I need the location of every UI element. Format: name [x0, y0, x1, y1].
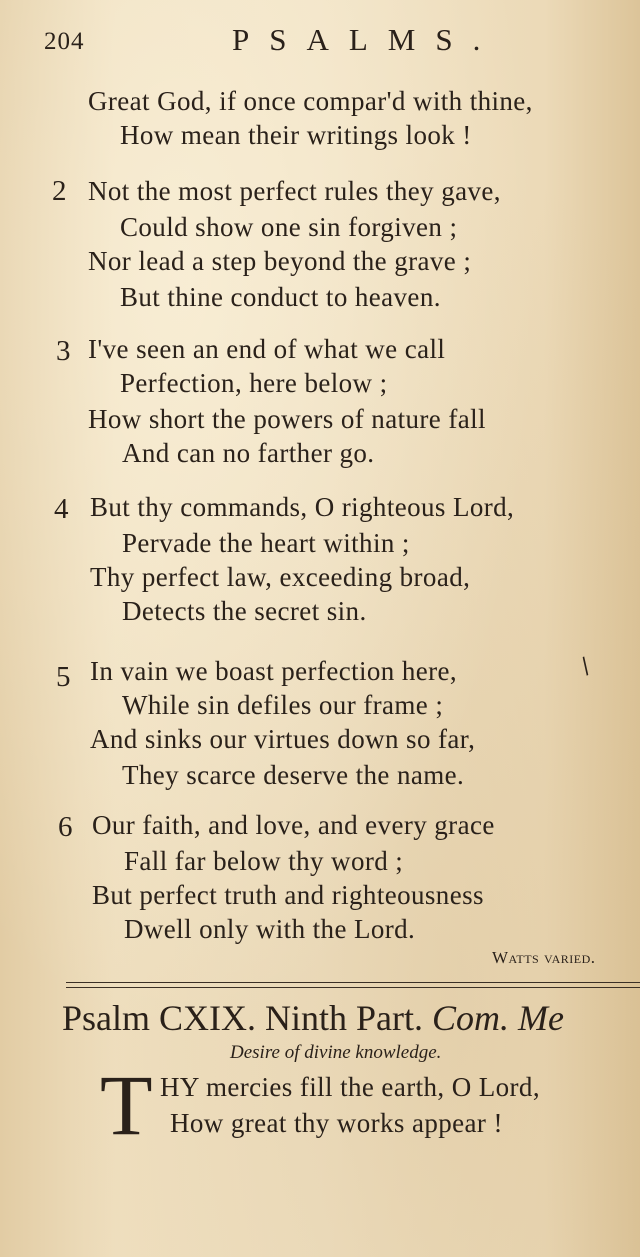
verse-line: Our faith, and love, and every grace	[92, 810, 495, 840]
verse-line: While sin defiles our frame ;	[122, 690, 444, 720]
verse-line: Fall far below thy word ;	[124, 846, 404, 876]
verse-line: Could show one sin forgiven ;	[120, 212, 458, 242]
stanza-number: 5	[56, 661, 71, 693]
verse-line: Thy perfect law, exceeding broad,	[90, 562, 471, 592]
verse-line: But perfect truth and righteousness	[92, 880, 484, 910]
stanza-number: 2	[52, 175, 67, 207]
verse-line: How short the powers of nature fall	[88, 404, 486, 434]
verse-line: I've seen an end of what we call	[88, 334, 446, 364]
verse-line: Perfection, here below ;	[120, 368, 388, 398]
margin-mark: /	[576, 653, 596, 680]
verse-line: But thine conduct to heaven.	[120, 282, 441, 312]
verse-line: And can no farther go.	[122, 438, 375, 468]
verse-line: Nor lead a step beyond the grave ;	[88, 246, 472, 276]
running-head: PSALMS.	[232, 22, 501, 57]
stanza-number: 6	[58, 811, 73, 843]
verse-line: Great God, if once compar'd with thine,	[88, 86, 533, 116]
stanza-number: 3	[56, 335, 71, 367]
verse-line: Pervade the heart within ;	[122, 528, 410, 558]
drop-cap: T	[100, 1057, 153, 1153]
psalm-heading	[62, 996, 564, 1040]
verse-line: Dwell only with the Lord.	[124, 914, 416, 944]
verse-line: How mean their writings look !	[120, 120, 472, 150]
psalm-meter: Com. Me	[432, 998, 564, 1038]
verse-line: Not the most perfect rules they gave,	[88, 176, 501, 206]
divider-rule	[66, 987, 640, 988]
verse-line: Detects the secret sin.	[122, 596, 367, 626]
page-number: 204	[44, 28, 85, 55]
verse-line: HY mercies fill the earth, O Lord,	[160, 1072, 540, 1102]
verse-line: How great thy works appear !	[170, 1108, 503, 1138]
psalm-title: Psalm CXIX. Ninth Part.	[62, 998, 424, 1038]
divider-rule	[66, 982, 640, 983]
stanza-number: 4	[54, 493, 69, 525]
verse-line: In vain we boast perfection here,	[90, 656, 458, 686]
verse-line: And sinks our virtues down so far,	[90, 724, 476, 754]
attribution: Watts varied.	[492, 948, 596, 967]
verse-line: They scarce deserve the name.	[122, 760, 465, 790]
verse-line: But thy commands, O righteous Lord,	[90, 492, 515, 522]
psalm-subtitle: Desire of divine knowledge.	[230, 1042, 442, 1063]
